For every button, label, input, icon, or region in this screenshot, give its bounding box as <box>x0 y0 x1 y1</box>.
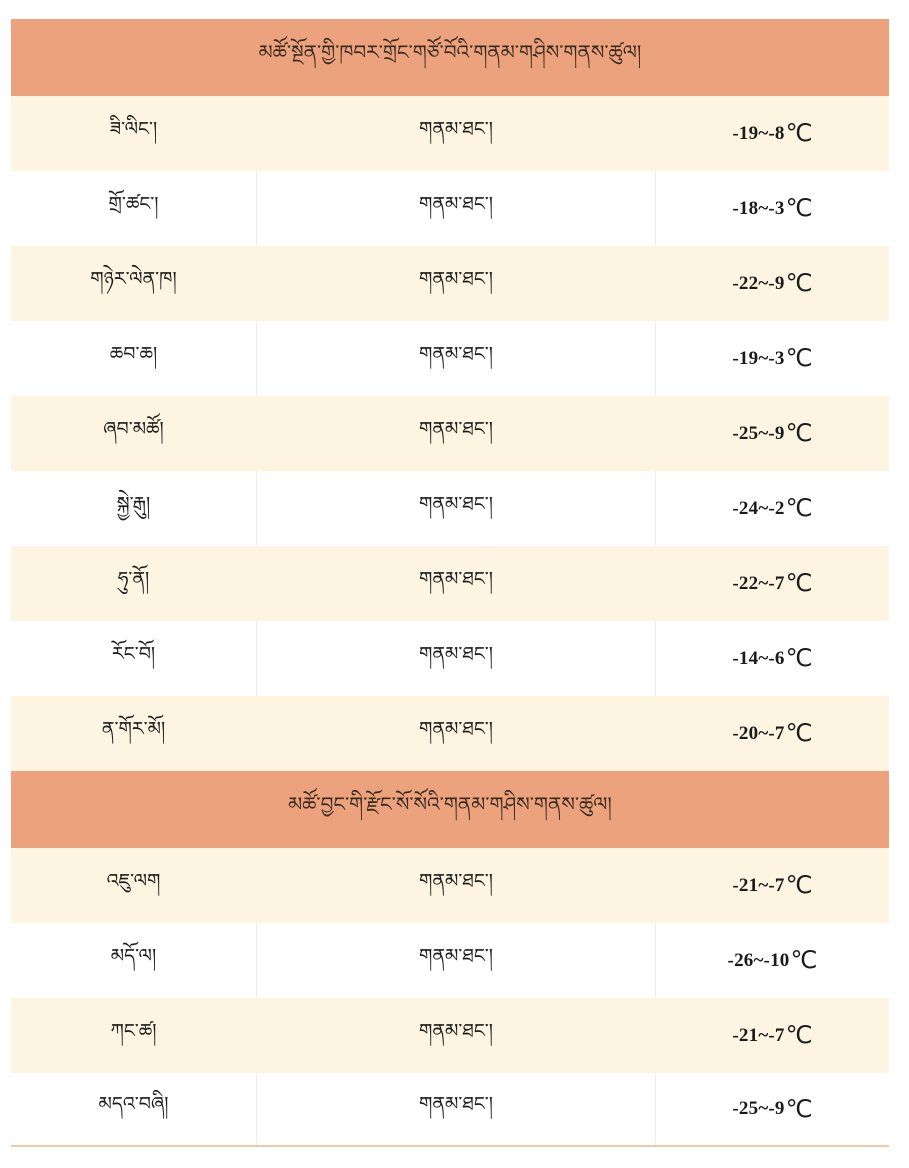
place-name: གྲོ་ཚང་། <box>108 192 159 215</box>
weather-condition: གནམ་ཐང་། <box>418 1019 494 1042</box>
temperature-range <box>656 998 889 1073</box>
temperature-value: -19~-3 <box>732 347 785 369</box>
temperature-unit: ℃ <box>785 873 813 899</box>
weather-condition: གནམ་ཐང་། <box>418 717 494 740</box>
place-name: རོང་བོ། <box>111 642 156 665</box>
table-row <box>11 546 889 621</box>
weather-condition: གནམ་ཐང་། <box>256 621 656 696</box>
temperature-value: -25~-9 <box>732 1098 785 1119</box>
place-name: ཧུ་ནོ། <box>117 567 150 590</box>
temperature-value: -22~-9 <box>732 272 785 294</box>
place-name: སྐྱེ་རྒུ། <box>116 492 151 515</box>
temperature-range <box>656 96 889 171</box>
table-row <box>11 621 889 696</box>
temperature-unit: ℃ <box>785 196 813 222</box>
table-row <box>11 321 889 396</box>
temperature-value: -21~-7 <box>732 1024 785 1046</box>
temperature-range <box>656 321 889 396</box>
weather-condition: གནམ་ཐང་། <box>256 471 656 546</box>
place-name: ཞབ་མཚོ། <box>103 417 164 440</box>
weather-condition: གནམ་ཐང་། <box>418 567 494 590</box>
weather-condition: གནམ་ཐང་། <box>256 1073 656 1145</box>
place-name: གཉེར་ལེན་ཁ། <box>90 267 177 290</box>
table-row <box>11 848 889 923</box>
weather-condition: གནམ་ཐང་། <box>418 267 494 290</box>
temperature-unit: ℃ <box>785 1023 813 1049</box>
temperature-value: -25~-9 <box>732 422 785 444</box>
table-row <box>11 96 889 171</box>
table-row <box>11 471 889 546</box>
weather-condition: གནམ་ཐང་། <box>256 923 656 998</box>
temperature-unit: ℃ <box>785 721 813 747</box>
weather-condition: གནམ་ཐང་། <box>256 321 656 396</box>
temperature-unit: ℃ <box>785 646 813 672</box>
temperature-range <box>656 848 889 923</box>
place-name: ཆབ་ཆ། <box>109 342 158 365</box>
temperature-unit: ℃ <box>785 496 813 522</box>
weather-condition: གནམ་ཐང་། <box>418 417 494 440</box>
temperature-value: -26~-10 <box>727 949 790 971</box>
temperature-range <box>656 471 889 546</box>
place-name: ཀང་ཚ། <box>110 1019 157 1042</box>
place-name: མདའ་བཞི། <box>98 1093 169 1115</box>
temperature-range <box>656 246 889 321</box>
temperature-range <box>656 171 889 246</box>
section-header-county-weather <box>11 771 889 848</box>
temperature-range <box>656 1073 889 1145</box>
table-row <box>11 1073 889 1145</box>
temperature-unit: ℃ <box>785 1096 813 1123</box>
temperature-unit: ℃ <box>790 948 818 974</box>
temperature-range <box>656 546 889 621</box>
temperature-value: -19~-8 <box>732 122 785 144</box>
temperature-unit: ℃ <box>785 121 813 147</box>
temperature-range <box>656 621 889 696</box>
table-row <box>11 396 889 471</box>
temperature-range <box>656 696 889 771</box>
section-header-city-weather <box>11 19 889 96</box>
temperature-unit: ℃ <box>785 571 813 597</box>
temperature-range <box>656 396 889 471</box>
temperature-value: -21~-7 <box>732 874 785 896</box>
table-row <box>11 923 889 998</box>
section-title: མཚོ་སྔོན་གྱི་ཁབར་གྲོང་གཙོ་བོའི་གནམ་གཤིས་གནས་ཚུལ། <box>258 39 642 64</box>
temperature-value: -18~-3 <box>732 197 785 219</box>
table-row <box>11 171 889 246</box>
table-row <box>11 246 889 321</box>
temperature-value: -22~-7 <box>732 572 785 594</box>
place-name: ཟི་ལིང་། <box>109 117 158 140</box>
section-title: མཚོ་བྱང་གི་རྫོང་སོ་སོའི་གནམ་གཤིས་གནས་ཚུལ། <box>288 791 612 816</box>
table-row <box>11 696 889 771</box>
temperature-unit: ℃ <box>785 346 813 372</box>
temperature-unit: ℃ <box>785 271 813 297</box>
table-row <box>11 998 889 1073</box>
temperature-range <box>656 923 889 998</box>
place-name: ན་གོར་མོ། <box>101 717 166 740</box>
weather-condition: གནམ་ཐང་། <box>418 869 494 892</box>
place-name: འཇུ་ལག <box>106 869 161 892</box>
temperature-value: -20~-7 <box>732 722 785 744</box>
temperature-value: -14~-6 <box>732 647 785 669</box>
temperature-unit: ℃ <box>785 421 813 447</box>
place-name: མདོ་ལ། <box>110 944 157 967</box>
weather-condition: གནམ་ཐང་། <box>418 117 494 140</box>
weather-condition: གནམ་ཐང་། <box>256 171 656 246</box>
temperature-value: -24~-2 <box>732 497 785 519</box>
